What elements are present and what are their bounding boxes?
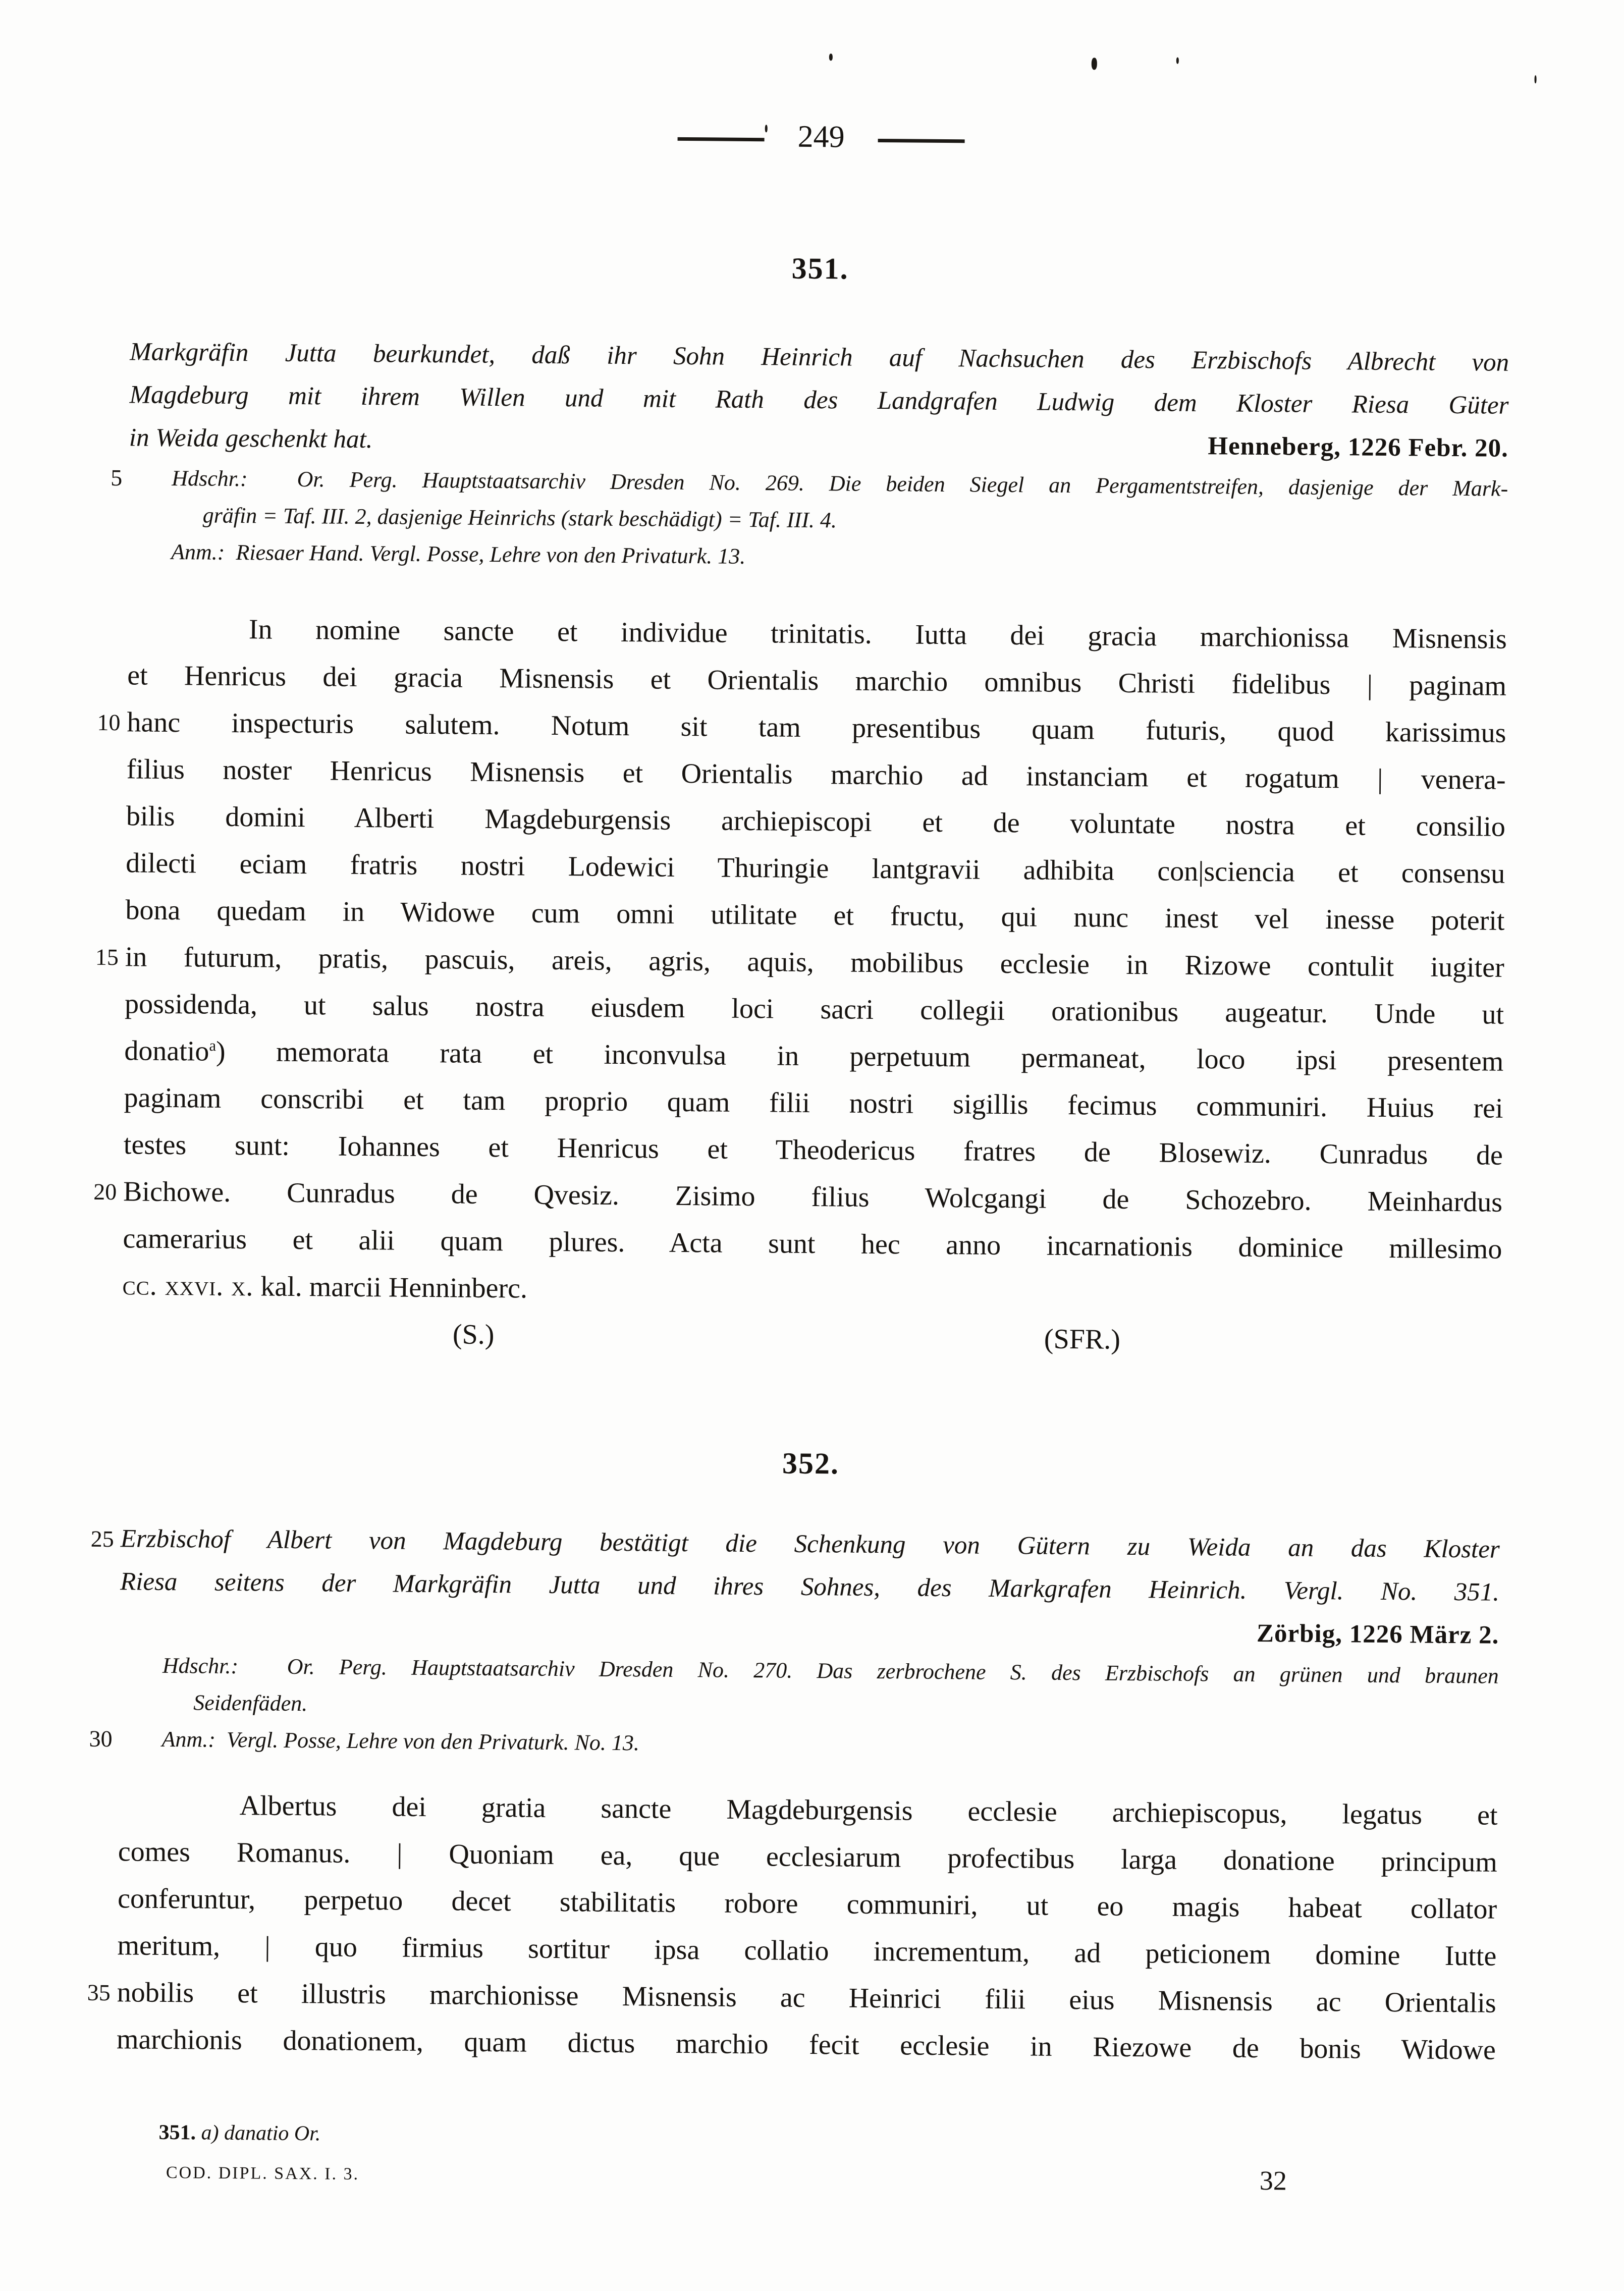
body-dating-line: cc. xxvi. x. kal. marcii Henninberc. xyxy=(122,1270,528,1304)
sheet-number: 32 xyxy=(1259,2165,1287,2196)
hdschr-line: gräfin = Taf. III. 2, dasjenige Heinrichs (stark beschädigt) = Taf. III. 4. xyxy=(202,503,837,533)
summary-line: Erzbischof Albert von Magdeburg bestätigt die Schenkung von Gütern zu Weida an das Kloster xyxy=(120,1524,1500,1564)
series-signature: COD. DIPL. SAX. I. 3. xyxy=(166,2163,360,2184)
scan-speck xyxy=(765,125,768,132)
footnote-ref: 351. xyxy=(158,2120,196,2145)
summary-line: Markgräfin Jutta beurkundet, daß ihr Sohn Heinrich auf Nachsuchen des Erzbischofs Albrecht von xyxy=(130,338,1509,377)
page-number: 249 xyxy=(797,119,845,154)
body-line: comes Romanus. | Quoniam ea, que ecclesiarum profectibus larga donatione principum xyxy=(118,1836,1498,1878)
margin-line-number: 15 xyxy=(95,944,119,970)
hdschr-label: Hdschr.: xyxy=(162,1653,239,1679)
body-line: paginam conscribi et tam proprio quam filii nostri sigillis fecimus communiri. Huius rei xyxy=(124,1082,1503,1124)
charter-352-source-notes xyxy=(161,1647,1499,1768)
charter-352-date: Zörbig, 1226 März 2. xyxy=(1256,1619,1499,1650)
body-line: nobilis et illustris marchionisse Misnensis ac Heinrici filii eius Misnensis ac Orientalis xyxy=(117,1977,1496,2019)
margin-line-number: 5 xyxy=(111,465,123,491)
anm-label: Anm.: xyxy=(161,1726,216,1752)
hdschr-line: Hdschr.: Or. Perg. Hauptstaatsarchiv Dresden No. 269. Die beiden Siegel an Pergamentstreifen, dasjenige der Mark- xyxy=(172,465,1508,501)
seal-row xyxy=(122,1316,1502,1373)
body-line: bona quedam in Widowe cum omni utilitate et fructu, qui nunc inest vel inesse poterit xyxy=(125,894,1505,937)
body-line: possidenda, ut salus nostra eiusdem loci sacri collegii orationibus augeatur. Unde ut xyxy=(124,988,1504,1030)
header-rule-left xyxy=(678,137,765,141)
summary-line: Magdeburg mit ihrem Willen und mit Rath des Landgrafen Ludwig dem Kloster Riesa Güter xyxy=(129,380,1509,420)
seal-note-left: (S.) xyxy=(452,1319,495,1351)
body-line: bilis domini Alberti Magdeburgensis archiepiscopi et de voluntate nostra et consilio xyxy=(126,800,1506,843)
body-line: camerarius et alii quam plures. Acta sunt hec anno incarnationis dominice millesimo xyxy=(123,1223,1502,1265)
charter-351-body xyxy=(122,605,1507,1320)
margin-line-number: 25 xyxy=(90,1525,114,1552)
summary-line: in Weida geschenkt hat. xyxy=(129,423,373,454)
roman-numeral-date: cc. xxvi. x. xyxy=(122,1270,254,1302)
footnote-marker: a) xyxy=(201,2121,219,2145)
footnote xyxy=(158,2120,320,2146)
scan-speck xyxy=(829,53,833,61)
body-line: filius noster Henricus Misnensis et Orientalis marchio ad instanciam et rogatum | venera- xyxy=(126,753,1506,796)
body-line: in futurum, pratis, pascuis, areis, agris, aquis, mobilibus ecclesie in Rizowe contulit iugiter xyxy=(125,941,1505,984)
seal-note-right: (SFR.) xyxy=(1044,1323,1121,1355)
scan-speck xyxy=(1092,58,1097,70)
charter-351-summary xyxy=(129,331,1509,470)
charter-352-body xyxy=(117,1781,1498,2074)
hdschr-line: Seidenfäden. xyxy=(193,1690,308,1716)
anm-line: Anm.: Riesaer Hand. Vergl. Posse, Lehre von den Privaturk. 13. xyxy=(171,539,746,569)
scan-speck xyxy=(1176,58,1179,64)
body-line: Albertus dei gratia sancte Magdeburgensis ecclesie archiepiscopus, legatus et xyxy=(239,1790,1498,1831)
body-line: testes sunt: Iohannes et Henricus et Theodericus fratres de Blosewiz. Cunradus de xyxy=(123,1129,1503,1171)
body-line: meritum, | quo firmius sortitur ipsa collatio incrementum, ad peticionem domine Iutte xyxy=(117,1930,1497,1972)
anm-line: Anm.: Vergl. Posse, Lehre von den Privaturk. No. 13. xyxy=(161,1726,640,1756)
margin-line-number: 35 xyxy=(87,1979,111,2006)
anm-label: Anm.: xyxy=(171,539,225,565)
charter-351-heading: 351. xyxy=(791,251,849,286)
header-rule-right xyxy=(878,139,965,143)
body-line: In nomine sancte et individue trinitatis. Iutta dei gracia marchionissa Misnensis xyxy=(248,614,1507,655)
footnote-text: danatio Or. xyxy=(224,2121,321,2146)
margin-line-number: 20 xyxy=(93,1178,117,1205)
body-line: Bichowe. Cunradus de Qvesiz. Zisimo filius Wolcgangi de Schozebro. Meinhardus xyxy=(123,1176,1503,1218)
charter-352-summary xyxy=(120,1517,1500,1657)
charter-351-date: Henneberg, 1226 Febr. 20. xyxy=(1208,432,1509,463)
body-line: marchionis donationem, quam dictus marchio fecit ecclesie in Riezowe de bonis Widowe xyxy=(116,2024,1496,2066)
page-header xyxy=(131,114,1510,160)
body-line-with-footnote: donatio$^a$) memorata rata et inconvulsa in perpetuum permaneat, loco ipsi presentem xyxy=(124,1035,1504,1077)
hdschr-label: Hdschr.: xyxy=(172,465,248,492)
hdschr-line: Hdschr.: Or. Perg. Hauptstaatsarchiv Dresden No. 270. Das zerbrochene S. des Erzbischofs an grünen und braunen xyxy=(162,1653,1499,1688)
body-line: hanc inspecturis salutem. Notum sit tam presentibus quam futuris, quod karissimus xyxy=(127,706,1506,749)
body-line: et Henricus dei gracia Misnensis et Orientalis marchio omnibus Christi fidelibus | paginam xyxy=(127,660,1507,702)
footnote-marker: a xyxy=(209,1037,216,1055)
body-line: conferuntur, perpetuo decet stabilitatis robore communiri, ut eo magis habeat collator xyxy=(117,1883,1497,1925)
body-line: dilecti eciam fratris nostri Lodewici Thuringie lantgravii adhibita con|sciencia et consensu xyxy=(126,847,1505,890)
margin-line-number: 10 xyxy=(97,709,121,736)
charter-352-heading: 352. xyxy=(782,1446,840,1481)
scan-speck xyxy=(1535,75,1537,83)
charter-351-source-notes xyxy=(171,460,1508,581)
margin-line-number: 30 xyxy=(89,1725,113,1752)
summary-line: Riesa seitens der Markgräfin Jutta und ihres Sohnes, des Markgrafen Heinrich. Vergl. No. 351. xyxy=(120,1567,1500,1607)
